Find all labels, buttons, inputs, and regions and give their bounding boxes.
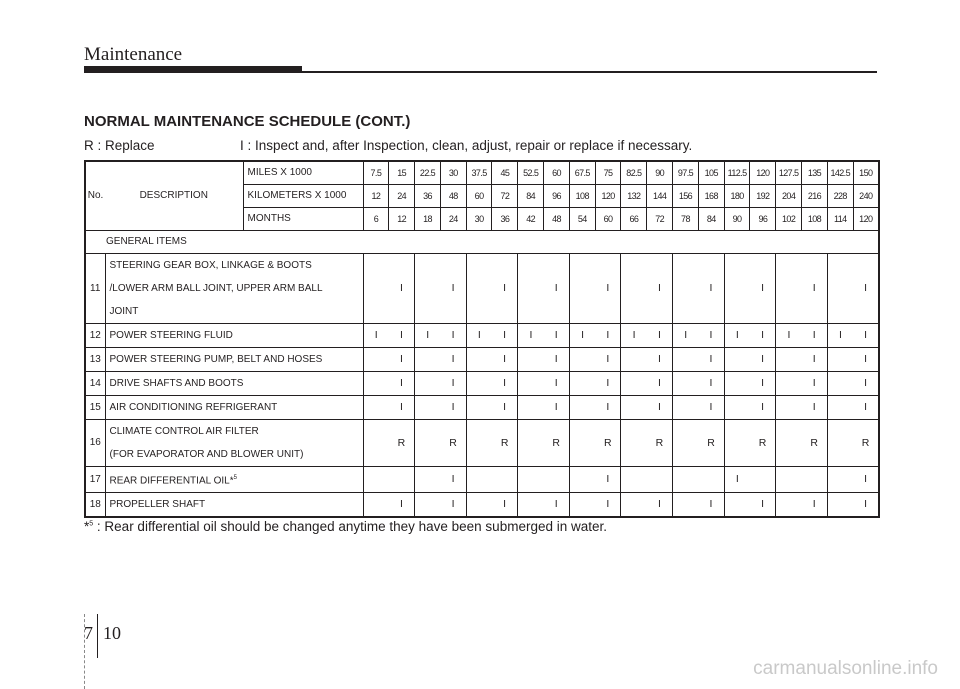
service-mark-cell (827, 395, 853, 419)
service-mark-cell: I (647, 395, 673, 419)
service-mark-cell: R (750, 419, 776, 466)
item-description (105, 371, 363, 395)
miles-interval-cell: 22.5 (415, 161, 441, 184)
service-mark-cell (621, 395, 647, 419)
header-rule-thin (302, 71, 877, 73)
watermark: carmanualsonline.info (753, 658, 938, 679)
months-interval-cell: 6 (363, 207, 389, 230)
service-mark-cell (363, 466, 389, 492)
months-interval-cell: 90 (724, 207, 750, 230)
months-interval-cell: 108 (802, 207, 828, 230)
service-mark-cell (518, 371, 544, 395)
months-interval-cell: 96 (750, 207, 776, 230)
service-mark-cell (363, 492, 389, 517)
footnote: *$^5$ : Rear differential oil should be changed anytime they have been submerged in water. (84, 519, 607, 534)
kilometers-interval-cell: 156 (673, 184, 699, 207)
service-mark-cell (389, 466, 415, 492)
kilometers-interval-cell: 228 (827, 184, 853, 207)
service-mark-cell (415, 371, 441, 395)
service-mark-cell (802, 466, 828, 492)
service-mark-cell: R (492, 419, 518, 466)
service-mark-cell (750, 466, 776, 492)
service-mark-cell (827, 253, 853, 323)
item-number: 11 (85, 253, 105, 323)
header-row-miles (85, 161, 879, 184)
months-interval-cell: 12 (389, 207, 415, 230)
service-mark-cell (569, 395, 595, 419)
service-mark-cell: R (647, 419, 673, 466)
service-mark-cell: I (698, 371, 724, 395)
service-mark-cell (776, 492, 802, 517)
service-mark-cell: I (544, 323, 570, 347)
service-mark-cell: I (853, 492, 879, 517)
service-mark-cell: I (724, 323, 750, 347)
service-mark-cell: I (802, 347, 828, 371)
service-mark-cell (827, 466, 853, 492)
service-mark-cell (673, 253, 699, 323)
general-items-row (85, 230, 879, 253)
service-mark-cell: I (647, 253, 673, 323)
service-mark-cell: I (853, 347, 879, 371)
item-description-line: STEERING GEAR BOX, LINKAGE & BOOTS (109, 259, 312, 271)
service-mark-cell (827, 371, 853, 395)
service-mark-cell (415, 466, 441, 492)
service-mark-cell (363, 253, 389, 323)
service-mark-cell: I (647, 492, 673, 517)
kilometers-interval-cell: 132 (621, 184, 647, 207)
miles-interval-cell: 60 (544, 161, 570, 184)
miles-interval-cell: 7.5 (363, 161, 389, 184)
miles-interval-cell: 75 (595, 161, 621, 184)
kilometers-interval-cell: 108 (569, 184, 595, 207)
service-mark-cell: R (440, 419, 466, 466)
item-number: 12 (85, 323, 105, 347)
service-mark-cell (466, 253, 492, 323)
service-mark-cell (415, 253, 441, 323)
service-mark-cell: I (750, 347, 776, 371)
service-mark-cell: I (750, 323, 776, 347)
item-description-line: JOINT (109, 305, 139, 317)
service-mark-cell (776, 371, 802, 395)
chapter-number: 7 (84, 623, 93, 643)
miles-interval-cell: 15 (389, 161, 415, 184)
item-number: 13 (85, 347, 105, 371)
service-mark-cell (363, 395, 389, 419)
service-mark-cell: I (853, 323, 879, 347)
service-mark-cell (673, 419, 699, 466)
service-mark-cell: I (544, 347, 570, 371)
service-mark-cell: I (621, 323, 647, 347)
item-description-line: POWER STEERING PUMP, BELT AND HOSES (109, 353, 323, 365)
service-mark-cell (415, 492, 441, 517)
item-description-line: REAR DIFFERENTIAL OIL*$^5$ (109, 474, 237, 486)
service-mark-cell: I (698, 347, 724, 371)
schedule-row (85, 492, 879, 517)
service-mark-cell: I (492, 253, 518, 323)
service-mark-cell: I (802, 395, 828, 419)
general-items-label: GENERAL ITEMS (85, 230, 879, 253)
description-column-header: DESCRIPTION (105, 161, 243, 230)
schedule-row (85, 419, 879, 466)
service-mark-cell (415, 419, 441, 466)
service-mark-cell: I (440, 347, 466, 371)
service-mark-cell: I (698, 492, 724, 517)
service-mark-cell: I (853, 253, 879, 323)
service-mark-cell: I (698, 395, 724, 419)
service-mark-cell: I (389, 492, 415, 517)
service-mark-cell: I (802, 492, 828, 517)
months-label: MONTHS (243, 207, 363, 230)
service-mark-cell (466, 371, 492, 395)
months-interval-cell: 102 (776, 207, 802, 230)
service-mark-cell: R (802, 419, 828, 466)
service-mark-cell: I (389, 347, 415, 371)
service-mark-cell: I (673, 323, 699, 347)
service-mark-cell (569, 419, 595, 466)
kilometers-interval-cell: 96 (544, 184, 570, 207)
item-description (105, 347, 363, 371)
months-interval-cell: 54 (569, 207, 595, 230)
months-interval-cell: 84 (698, 207, 724, 230)
service-mark-cell: R (595, 419, 621, 466)
service-mark-cell: I (750, 395, 776, 419)
item-description-line: PROPELLER SHAFT (109, 498, 206, 510)
service-mark-cell: I (518, 323, 544, 347)
months-interval-cell: 24 (440, 207, 466, 230)
item-description (105, 395, 363, 419)
miles-interval-cell: 127.5 (776, 161, 802, 184)
service-mark-cell: R (698, 419, 724, 466)
kilometers-interval-cell: 240 (853, 184, 879, 207)
service-mark-cell (569, 492, 595, 517)
service-mark-cell: I (492, 347, 518, 371)
service-mark-cell: I (647, 371, 673, 395)
kilometers-interval-cell: 180 (724, 184, 750, 207)
service-mark-cell: I (595, 395, 621, 419)
item-number: 16 (85, 419, 105, 466)
service-mark-cell: I (698, 253, 724, 323)
service-mark-cell (621, 419, 647, 466)
service-mark-cell (724, 395, 750, 419)
service-mark-cell (518, 466, 544, 492)
item-description (105, 466, 363, 492)
footnote-number: 5 (89, 520, 94, 528)
service-mark-cell (724, 347, 750, 371)
service-mark-cell: I (544, 395, 570, 419)
service-mark-cell: I (853, 371, 879, 395)
service-mark-cell (621, 371, 647, 395)
miles-interval-cell: 120 (750, 161, 776, 184)
service-mark-cell: R (853, 419, 879, 466)
months-interval-cell: 18 (415, 207, 441, 230)
service-mark-cell (647, 466, 673, 492)
service-mark-cell: I (802, 323, 828, 347)
service-mark-cell (621, 492, 647, 517)
service-mark-cell: I (492, 371, 518, 395)
service-mark-cell: I (802, 371, 828, 395)
service-mark-cell (363, 371, 389, 395)
service-mark-cell (698, 466, 724, 492)
service-mark-cell (466, 492, 492, 517)
service-mark-cell: I (827, 323, 853, 347)
service-mark-cell (466, 466, 492, 492)
service-mark-cell: I (647, 323, 673, 347)
service-mark-cell: I (750, 371, 776, 395)
schedule-row (85, 323, 879, 347)
kilometers-interval-cell: 120 (595, 184, 621, 207)
kilometers-interval-cell: 36 (415, 184, 441, 207)
service-mark-cell (363, 347, 389, 371)
service-mark-cell (415, 347, 441, 371)
item-description-line: DRIVE SHAFTS AND BOOTS (109, 377, 244, 389)
service-mark-cell (492, 466, 518, 492)
service-mark-cell: I (440, 253, 466, 323)
service-mark-cell: I (595, 492, 621, 517)
service-mark-cell (518, 419, 544, 466)
kilometers-interval-cell: 60 (466, 184, 492, 207)
no-column-header: No. (85, 161, 105, 230)
page-number: 10 (103, 623, 121, 643)
service-mark-cell (518, 395, 544, 419)
months-interval-cell: 66 (621, 207, 647, 230)
months-interval-cell: 120 (853, 207, 879, 230)
service-mark-cell (621, 253, 647, 323)
legend-replace: R : Replace (84, 138, 155, 153)
months-interval-cell: 60 (595, 207, 621, 230)
service-mark-cell: I (440, 323, 466, 347)
item-number: 15 (85, 395, 105, 419)
miles-interval-cell: 150 (853, 161, 879, 184)
miles-label: MILES X 1000 (243, 161, 363, 184)
legend-inspect: I : Inspect and, after Inspection, clean, adjust, repair or replace if necessary. (240, 138, 693, 153)
miles-interval-cell: 97.5 (673, 161, 699, 184)
service-mark-cell (776, 466, 802, 492)
miles-interval-cell: 82.5 (621, 161, 647, 184)
service-mark-cell: I (724, 466, 750, 492)
service-mark-cell (724, 371, 750, 395)
item-description-line: CLIMATE CONTROL AIR FILTER (109, 425, 259, 437)
item-number: 17 (85, 466, 105, 492)
service-mark-cell: I (389, 323, 415, 347)
service-mark-cell: I (595, 466, 621, 492)
service-mark-cell: I (544, 253, 570, 323)
kilometers-label: KILOMETERS X 1000 (243, 184, 363, 207)
kilometers-interval-cell: 192 (750, 184, 776, 207)
kilometers-interval-cell: 204 (776, 184, 802, 207)
months-interval-cell: 48 (544, 207, 570, 230)
service-mark-cell: I (750, 253, 776, 323)
miles-interval-cell: 45 (492, 161, 518, 184)
item-description-line: /LOWER ARM BALL JOINT, UPPER ARM BALL (109, 282, 323, 294)
service-mark-cell (776, 419, 802, 466)
service-mark-cell (724, 253, 750, 323)
kilometers-interval-cell: 24 (389, 184, 415, 207)
kilometers-interval-cell: 12 (363, 184, 389, 207)
service-mark-cell: I (595, 253, 621, 323)
service-mark-cell: I (595, 347, 621, 371)
kilometers-interval-cell: 216 (802, 184, 828, 207)
months-interval-cell: 78 (673, 207, 699, 230)
header-rule-thick (84, 66, 302, 73)
schedule-row (85, 253, 879, 323)
page-number-separator (97, 614, 98, 658)
footnote-marker: 5 (233, 474, 237, 481)
service-mark-cell: I (776, 323, 802, 347)
service-mark-cell (518, 347, 544, 371)
months-interval-cell: 72 (647, 207, 673, 230)
section-title: NORMAL MAINTENANCE SCHEDULE (CONT.) (84, 113, 411, 130)
schedule-row (85, 395, 879, 419)
service-mark-cell (827, 347, 853, 371)
service-mark-cell: I (492, 395, 518, 419)
service-mark-cell (673, 466, 699, 492)
service-mark-cell: I (544, 492, 570, 517)
service-mark-cell (724, 419, 750, 466)
item-description-line: POWER STEERING FLUID (109, 329, 233, 341)
service-mark-cell (466, 395, 492, 419)
item-description (105, 253, 363, 323)
service-mark-cell (544, 466, 570, 492)
kilometers-interval-cell: 72 (492, 184, 518, 207)
item-number: 18 (85, 492, 105, 517)
kilometers-interval-cell: 48 (440, 184, 466, 207)
item-description-line: (FOR EVAPORATOR AND BLOWER UNIT) (109, 448, 304, 460)
service-mark-cell: I (492, 492, 518, 517)
service-mark-cell (569, 466, 595, 492)
item-description (105, 419, 363, 466)
service-mark-cell (673, 371, 699, 395)
miles-interval-cell: 142.5 (827, 161, 853, 184)
service-mark-cell: I (750, 492, 776, 517)
service-mark-cell: I (853, 466, 879, 492)
service-mark-cell (673, 347, 699, 371)
service-mark-cell: I (415, 323, 441, 347)
service-mark-cell (776, 347, 802, 371)
service-mark-cell: I (647, 347, 673, 371)
service-mark-cell (621, 466, 647, 492)
service-mark-cell: I (440, 466, 466, 492)
miles-interval-cell: 30 (440, 161, 466, 184)
miles-interval-cell: 112.5 (724, 161, 750, 184)
service-mark-cell (673, 492, 699, 517)
service-mark-cell (415, 395, 441, 419)
item-description (105, 492, 363, 517)
service-mark-cell (827, 419, 853, 466)
service-mark-cell (621, 347, 647, 371)
service-mark-cell (466, 419, 492, 466)
item-description (105, 323, 363, 347)
miles-interval-cell: 105 (698, 161, 724, 184)
service-mark-cell: I (595, 323, 621, 347)
service-mark-cell (724, 492, 750, 517)
header-title: Maintenance (84, 44, 183, 65)
service-mark-cell: I (389, 253, 415, 323)
service-mark-cell: I (595, 371, 621, 395)
miles-interval-cell: 37.5 (466, 161, 492, 184)
kilometers-interval-cell: 168 (698, 184, 724, 207)
kilometers-interval-cell: 144 (647, 184, 673, 207)
service-mark-cell: I (698, 323, 724, 347)
item-number: 14 (85, 371, 105, 395)
service-mark-cell (363, 419, 389, 466)
service-mark-cell (827, 492, 853, 517)
miles-interval-cell: 52.5 (518, 161, 544, 184)
maintenance-schedule-table (84, 160, 880, 518)
service-mark-cell (518, 253, 544, 323)
service-mark-cell (776, 395, 802, 419)
service-mark-cell: I (544, 371, 570, 395)
months-interval-cell: 114 (827, 207, 853, 230)
service-mark-cell: I (389, 371, 415, 395)
service-mark-cell (466, 347, 492, 371)
service-mark-cell: I (853, 395, 879, 419)
service-mark-cell (518, 492, 544, 517)
service-mark-cell: I (363, 323, 389, 347)
service-mark-cell: I (492, 323, 518, 347)
miles-interval-cell: 135 (802, 161, 828, 184)
service-mark-cell (776, 253, 802, 323)
service-mark-cell: I (802, 253, 828, 323)
service-mark-cell: I (569, 323, 595, 347)
service-mark-cell: I (440, 492, 466, 517)
months-interval-cell: 42 (518, 207, 544, 230)
service-mark-cell: R (389, 419, 415, 466)
schedule-row (85, 371, 879, 395)
kilometers-interval-cell: 84 (518, 184, 544, 207)
months-interval-cell: 36 (492, 207, 518, 230)
service-mark-cell (569, 371, 595, 395)
service-mark-cell (673, 395, 699, 419)
schedule-row (85, 466, 879, 492)
item-description-line: AIR CONDITIONING REFRIGERANT (109, 401, 278, 413)
service-mark-cell (569, 253, 595, 323)
service-mark-cell: R (544, 419, 570, 466)
service-mark-cell: I (389, 395, 415, 419)
service-mark-cell: I (466, 323, 492, 347)
miles-interval-cell: 90 (647, 161, 673, 184)
months-interval-cell: 30 (466, 207, 492, 230)
service-mark-cell: I (440, 395, 466, 419)
schedule-row (85, 347, 879, 371)
service-mark-cell (569, 347, 595, 371)
miles-interval-cell: 67.5 (569, 161, 595, 184)
service-mark-cell: I (440, 371, 466, 395)
